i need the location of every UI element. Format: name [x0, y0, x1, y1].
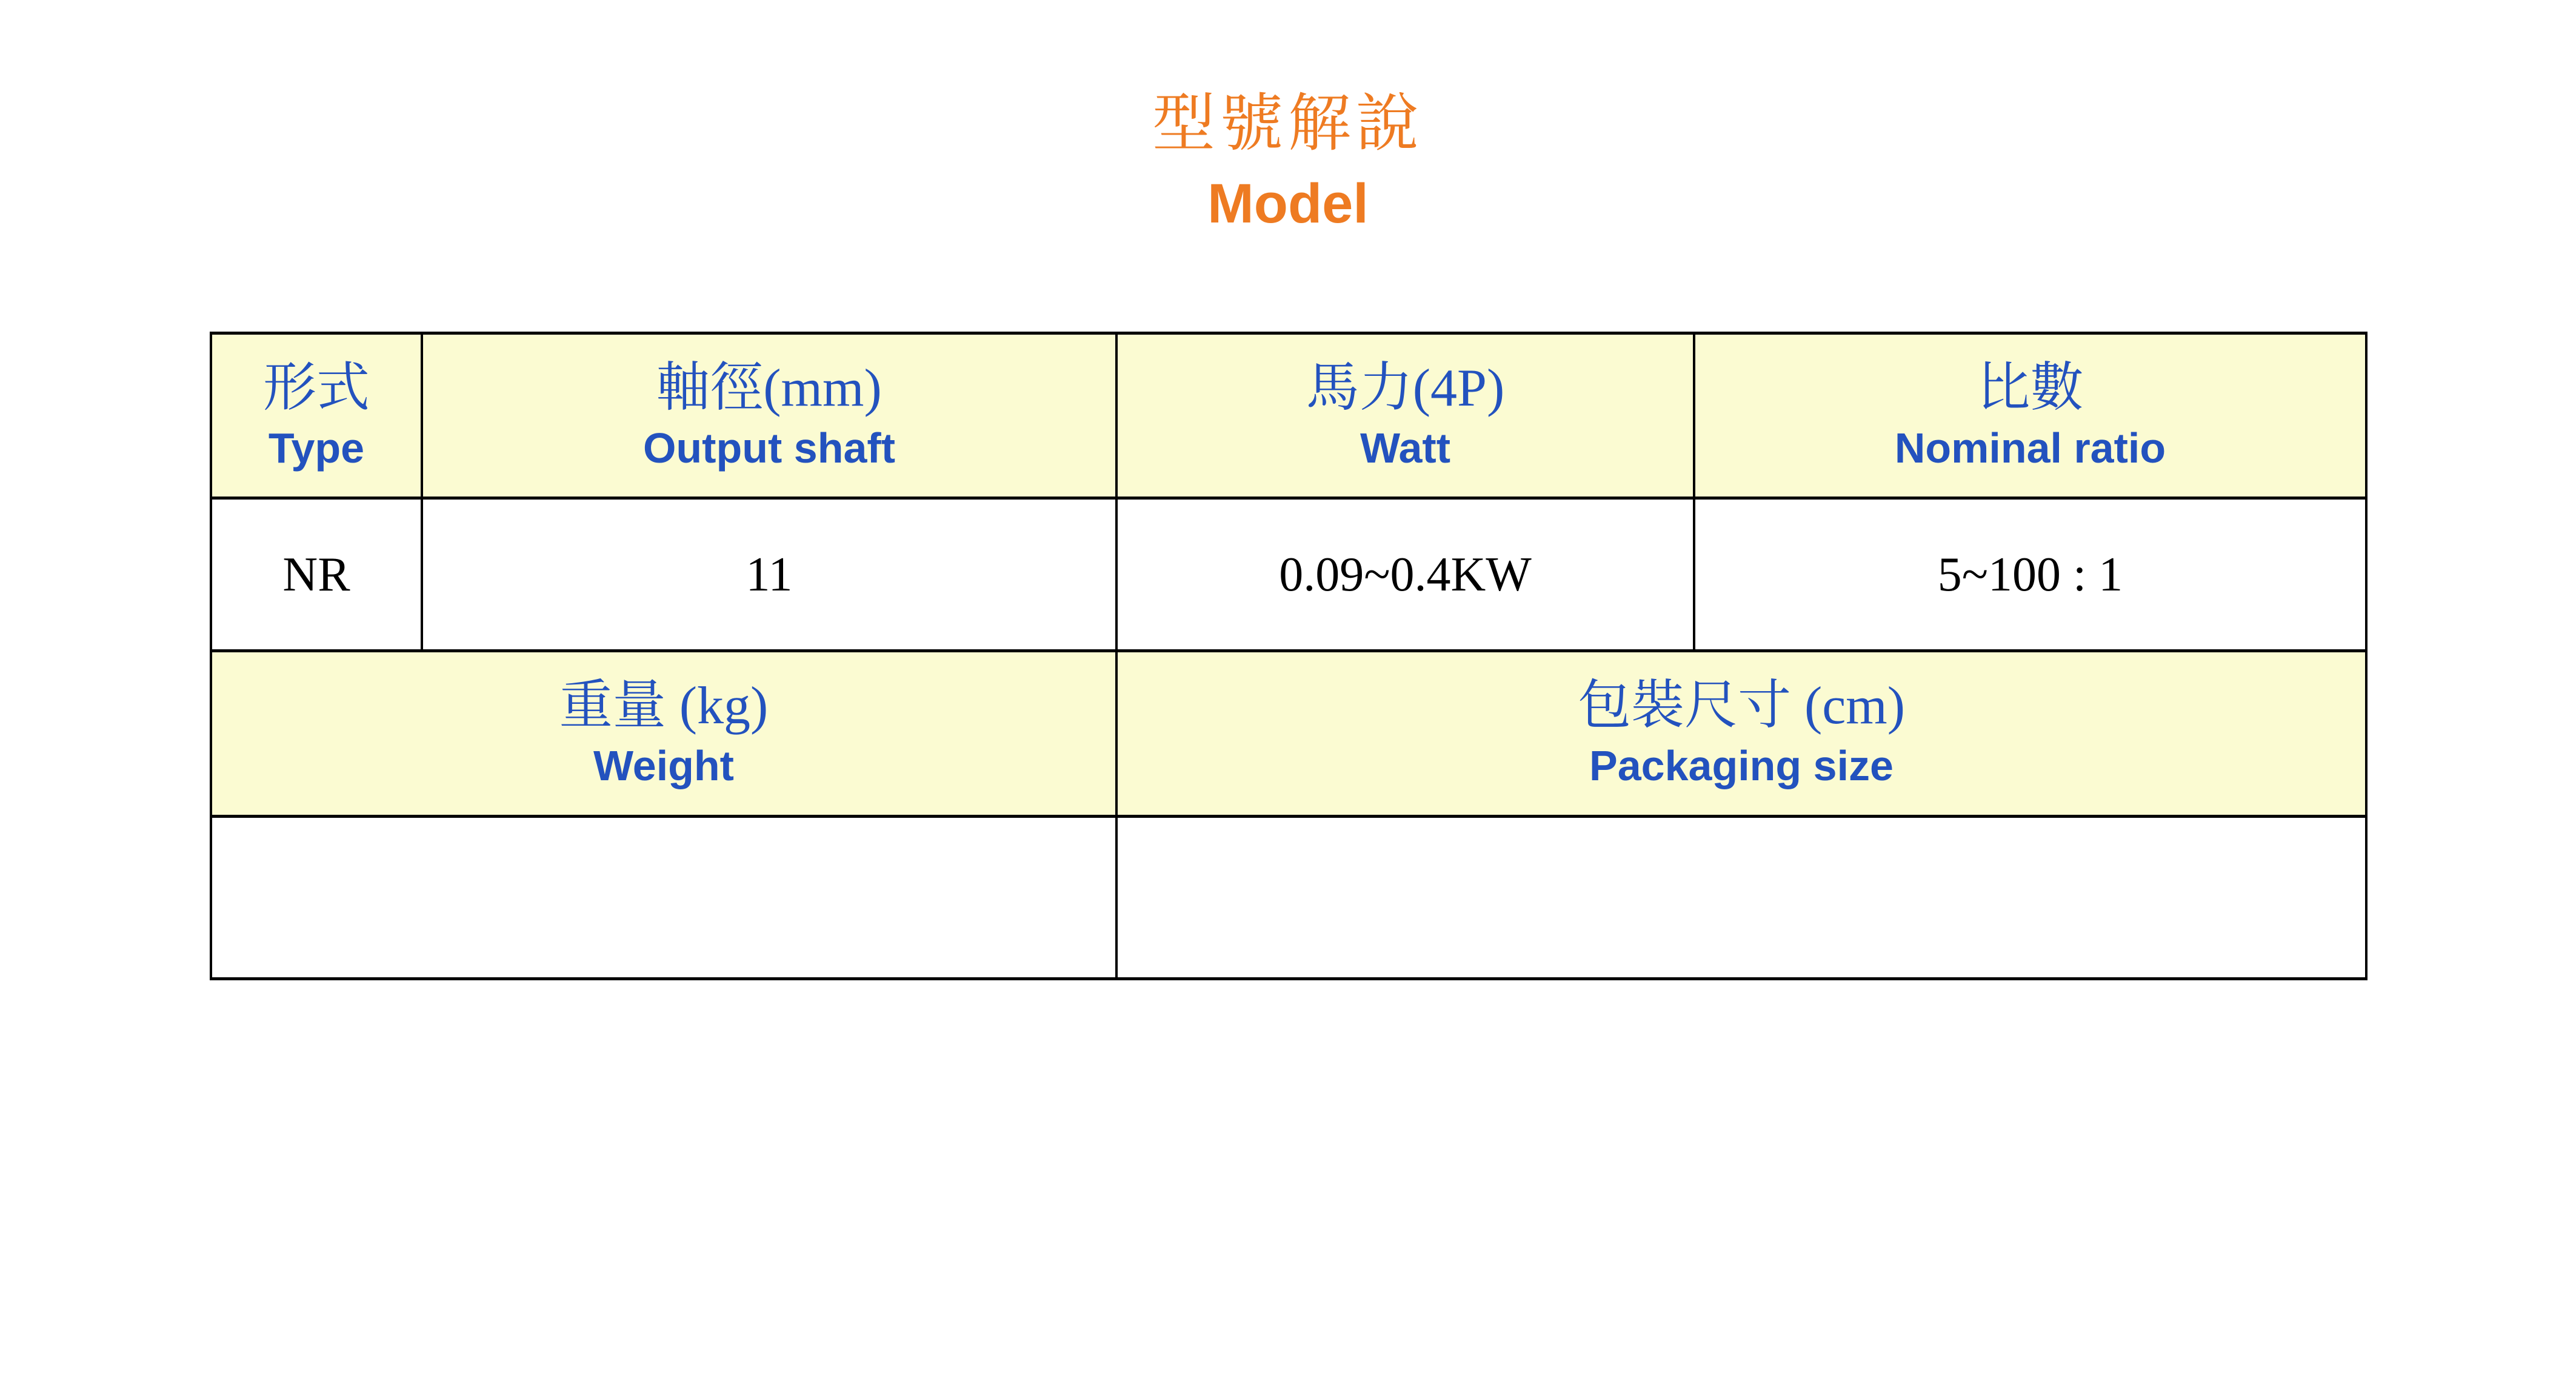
header-packaging-size-zh: 包裝尺寸 (cm) — [1577, 677, 1906, 736]
data-cell-watt — [1116, 498, 1694, 651]
header-output-shaft-en: Output shaft — [642, 424, 896, 472]
data-type-value: NR — [282, 547, 350, 601]
header-output-shaft-zh: 軸徑(mm) — [656, 358, 882, 418]
header-nominal-ratio-en: Nominal ratio — [1894, 424, 2166, 472]
data-cell-type — [211, 498, 422, 651]
data-cell-output-shaft — [422, 498, 1116, 651]
table-row-header — [211, 333, 2366, 498]
header-watt-en: Watt — [1360, 424, 1451, 472]
header-cell-nominal-ratio — [1694, 333, 2366, 498]
header-type-en: Type — [268, 424, 365, 472]
model-spec-table — [210, 332, 2367, 980]
header-type-zh: 形式 — [262, 358, 370, 418]
header-weight-en: Weight — [593, 742, 734, 790]
empty-cell-weight-value — [211, 817, 1116, 979]
table-row-empty — [211, 817, 2366, 979]
header-cell-watt — [1116, 333, 1694, 498]
header-cell-output-shaft — [422, 333, 1116, 498]
header-weight-zh: 重量 (kg) — [559, 677, 769, 736]
empty-cell-packaging-size-value — [1116, 817, 2366, 979]
header-cell-weight — [211, 651, 1116, 817]
page-title-english: Model — [1207, 173, 1369, 235]
page-title-chinese: 型號解說 — [1152, 89, 1424, 159]
data-nominal-ratio-value: 5~100 : 1 — [1937, 547, 2123, 601]
header-watt-zh: 馬力(4P) — [1306, 358, 1505, 418]
header-packaging-size-en: Packaging size — [1589, 742, 1894, 790]
table-row-merged-header — [211, 651, 2366, 817]
header-cell-packaging-size — [1116, 651, 2366, 817]
table-row-data — [211, 498, 2366, 651]
data-cell-nominal-ratio — [1694, 498, 2366, 651]
data-output-shaft-value: 11 — [746, 547, 793, 601]
header-cell-type — [211, 333, 422, 498]
data-watt-value: 0.09~0.4KW — [1279, 547, 1532, 601]
header-nominal-ratio-zh: 比數 — [1977, 358, 2084, 418]
